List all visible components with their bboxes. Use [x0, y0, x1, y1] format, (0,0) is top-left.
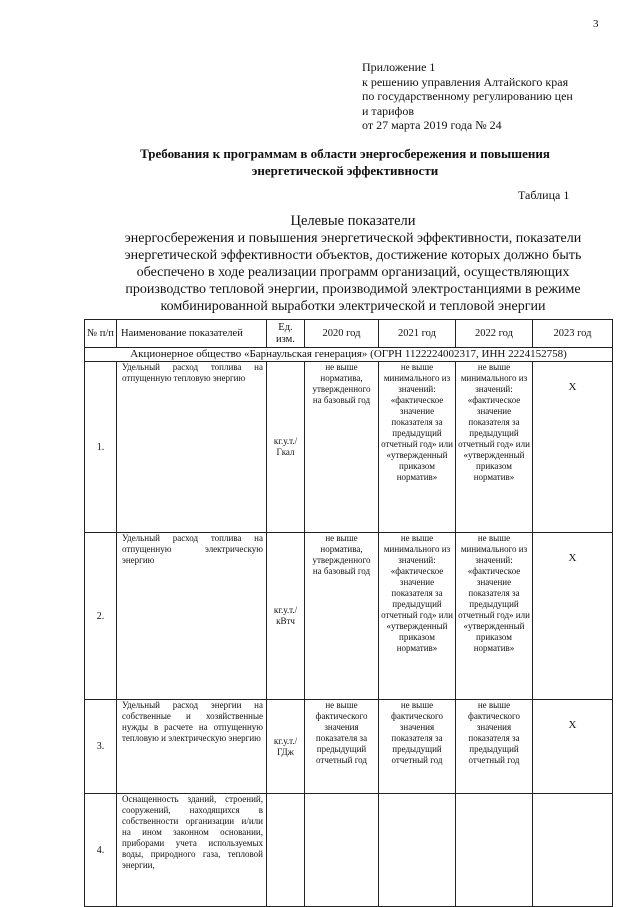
value-2021: не выше фактического значения показателя за предыдущий отчетный год: [379, 700, 456, 794]
document-title: [95, 145, 595, 179]
indicators-table: [84, 319, 613, 907]
header-unit: Ед. изм.: [267, 320, 305, 348]
indicator-name: Удельный расход топлива на отпущенную тепловую энергию: [117, 362, 267, 533]
header-num: № п/п: [85, 320, 117, 348]
org-name: Акционерное общество «Барнаульская генерация» (ОГРН 1122224002317, ИНН 2224152758): [85, 348, 613, 362]
unit-cell: кг.у.т./ ГДж: [267, 700, 305, 794]
value-2023: Х: [533, 362, 613, 533]
unit-cell: [267, 794, 305, 907]
table-row: [85, 533, 613, 700]
value-2021: не выше минимального из значений: «фактическое значение показателя за предыдущий отчетный год» или «утвержденный приказом норматив»: [379, 362, 456, 533]
value-2022: не выше фактического значения показателя за предыдущий отчетный год: [456, 700, 533, 794]
page-number: 3: [593, 18, 599, 30]
header-row: [85, 320, 613, 348]
header-name: Наименование показателей: [117, 320, 267, 348]
value-2020: не выше норматива, утвержденного на базовый год: [305, 362, 379, 533]
unit-cell: кг.у.т./ Гкал: [267, 362, 305, 533]
row-number: 2.: [85, 533, 117, 700]
header-2020: 2020 год: [305, 320, 379, 348]
value-2023: Х: [533, 700, 613, 794]
header-2022: 2022 год: [456, 320, 533, 348]
table-label: Таблица 1: [518, 188, 570, 202]
appendix-line: и тарифов: [362, 103, 415, 118]
value-2020: не выше фактического значения показателя за предыдущий отчетный год: [305, 700, 379, 794]
table-subtitle: [112, 213, 594, 315]
table-row: [85, 794, 613, 907]
value-2023: Х: [533, 533, 613, 700]
header-2021: 2021 год: [379, 320, 456, 348]
table-row: [85, 700, 613, 794]
subtitle-text: энергосбережения и повышения энергетической эффективности, показатели энергетической эффективности объектов, достижение которых должно быть обеспечено в ходе реализации программ организаций, осуществляющих производство тепловой энергии, производимой электростанциями в режиме комбинированной выработки электрической и тепловой энергии: [124, 231, 582, 314]
indicator-name: Оснащенность зданий, строений, сооружений, находящихся в собственности организации и/или на ином законном основании, приборами учета используемых воды, природного газа, тепловой энергии,: [117, 794, 267, 907]
title-line-2: энергетической эффективности: [251, 163, 439, 178]
value-2022: не выше минимального из значений: «фактическое значение показателя за предыдущий отчетный год» или «утвержденный приказом норматив»: [456, 533, 533, 700]
value-2022: не выше минимального из значений: «фактическое значение показателя за предыдущий отчетный год» или «утвержденный приказом норматив»: [456, 362, 533, 533]
appendix-line: от 27 марта 2019 года № 24: [362, 118, 502, 132]
row-number: 1.: [85, 362, 117, 533]
appendix-line: к решению управления Алтайского края: [362, 74, 569, 89]
appendix-block: [362, 60, 632, 133]
unit-cell: кг.у.т./ кВтч: [267, 533, 305, 700]
value-2020: не выше норматива, утвержденного на базовый год: [305, 533, 379, 700]
value-2023: [533, 794, 613, 907]
table-row: [85, 362, 613, 533]
title-line-1: Требования к программам в области энергосбережения и повышения: [140, 146, 550, 161]
header-2023: 2023 год: [533, 320, 613, 348]
appendix-line: по государственному регулированию цен: [362, 89, 573, 103]
row-number: 3.: [85, 700, 117, 794]
indicator-name: Удельный расход топлива на отпущенную электрическую энергию: [117, 533, 267, 700]
row-number: 4.: [85, 794, 117, 907]
value-2021: [379, 794, 456, 907]
subtitle-heading: Целевые показатели: [290, 213, 416, 229]
value-2020: [305, 794, 379, 907]
value-2022: [456, 794, 533, 907]
indicator-name: Удельный расход энергии на собственные и хозяйственные нужды в расчете на отпущенную тепловую и электрическую энергию: [117, 700, 267, 794]
appendix-line: Приложение 1: [362, 60, 436, 74]
org-row: [85, 348, 613, 362]
value-2021: не выше минимального из значений: «фактическое значение показателя за предыдущий отчетный год» или «утвержденный приказом норматив»: [379, 533, 456, 700]
